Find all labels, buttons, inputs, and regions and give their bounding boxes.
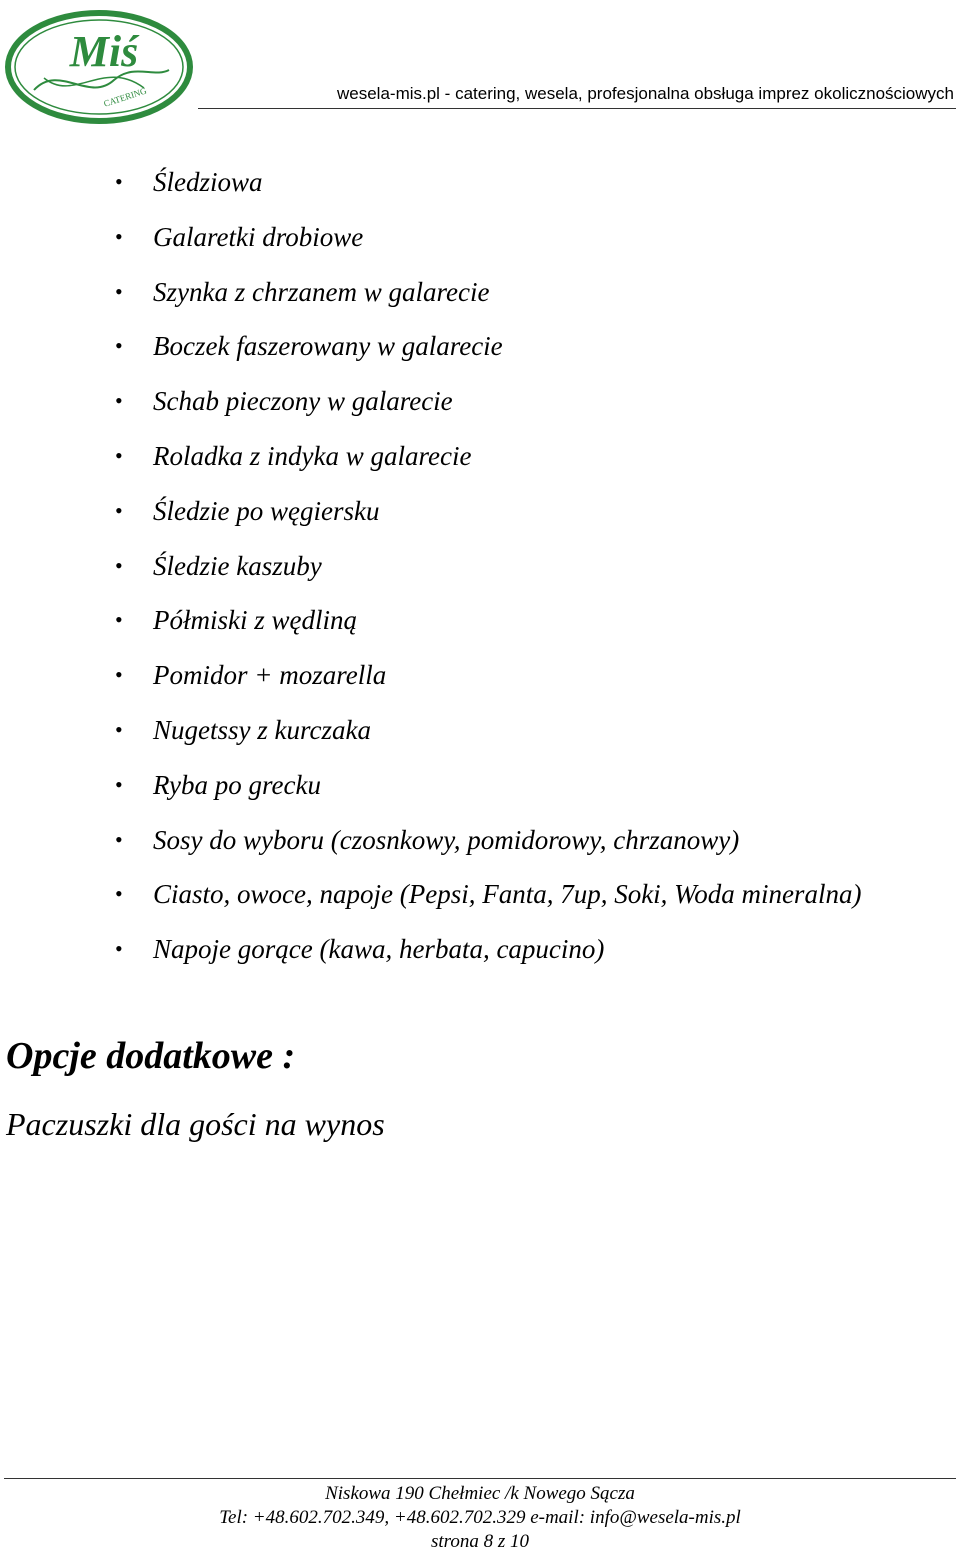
list-item-text: Ciasto, owoce, napoje (Pepsi, Fanta, 7up, Soki, Woda mineralna)	[153, 879, 862, 910]
list-item-text: Półmiski z wędliną	[153, 605, 357, 636]
list-item	[0, 210, 960, 265]
list-item-text: Galaretki drobiowe	[153, 221, 364, 252]
logo-subtitle: CATERING	[102, 85, 148, 109]
bullet-icon: •	[115, 333, 123, 359]
list-item	[0, 155, 960, 210]
list-item	[0, 648, 960, 703]
list-item	[0, 922, 960, 977]
header-divider	[198, 108, 956, 109]
list-item-text: Śledziowa	[153, 167, 263, 197]
bullet-icon: •	[115, 552, 123, 578]
list-item	[0, 484, 960, 539]
header-tagline: wesela-mis.pl - catering, wesela, profesjonalna obsługa imprez okolicznościowych	[336, 84, 954, 103]
list-item-text: Nugetssy z kurczaka	[153, 714, 371, 745]
bullet-icon: •	[115, 169, 123, 194]
list-item	[0, 265, 960, 320]
bullet-icon: •	[115, 388, 123, 414]
mis-catering-logo-graphic	[4, 8, 194, 126]
list-item-text: Schab pieczony w galarecie	[153, 386, 453, 417]
bullet-icon: •	[115, 716, 123, 742]
bullet-icon: •	[115, 771, 123, 797]
list-item	[0, 374, 960, 429]
list-item	[0, 758, 960, 813]
list-item-text: Szynka z chrzanem w galarecie	[153, 276, 490, 307]
extras-item: Paczuszki dla gości na wynos	[6, 1106, 385, 1142]
list-item-text: Ryba po grecku	[153, 769, 321, 800]
bullet-icon: •	[115, 881, 123, 907]
footer-contact: Tel: +48.602.702.349, +48.602.702.329 e-mail: info@wesela-mis.pl	[219, 1507, 741, 1528]
company-logo	[4, 8, 194, 126]
list-item-text: Śledzie kaszuby	[153, 550, 322, 581]
extras-title: Opcje dodatkowe :	[6, 1035, 296, 1077]
bullet-icon: •	[115, 662, 123, 688]
menu-list	[0, 155, 960, 977]
list-item-text: Boczek faszerowany w galarecie	[153, 331, 503, 362]
bullet-icon: •	[115, 936, 123, 962]
list-item-text: Napoje gorące (kawa, herbata, capucino)	[153, 934, 605, 965]
list-item-text: Pomidor + mozarella	[153, 660, 387, 691]
list-item-text: Roladka z indyka w galarecie	[153, 440, 472, 471]
bullet-icon: •	[115, 278, 123, 304]
bullet-icon: •	[115, 826, 123, 852]
page-number: strona 8 z 10	[430, 1531, 529, 1552]
bullet-icon: •	[115, 497, 123, 523]
list-item	[0, 319, 960, 374]
list-item-text: Sosy do wyboru (czosnkowy, pomidorowy, chrzanowy)	[153, 824, 740, 855]
list-item	[0, 429, 960, 484]
list-item	[0, 813, 960, 868]
footer-divider	[4, 1478, 956, 1479]
list-item	[0, 867, 960, 922]
bullet-icon: •	[115, 223, 123, 249]
list-item	[0, 703, 960, 758]
bullet-icon: •	[115, 607, 123, 633]
bullet-icon: •	[115, 442, 123, 468]
list-item	[0, 593, 960, 648]
list-item-text: Śledzie po węgiersku	[153, 495, 380, 526]
footer-address: Niskowa 190 Chełmiec /k Nowego Sącza	[325, 1483, 635, 1504]
logo-name: Miś	[69, 27, 139, 76]
list-item	[0, 539, 960, 594]
